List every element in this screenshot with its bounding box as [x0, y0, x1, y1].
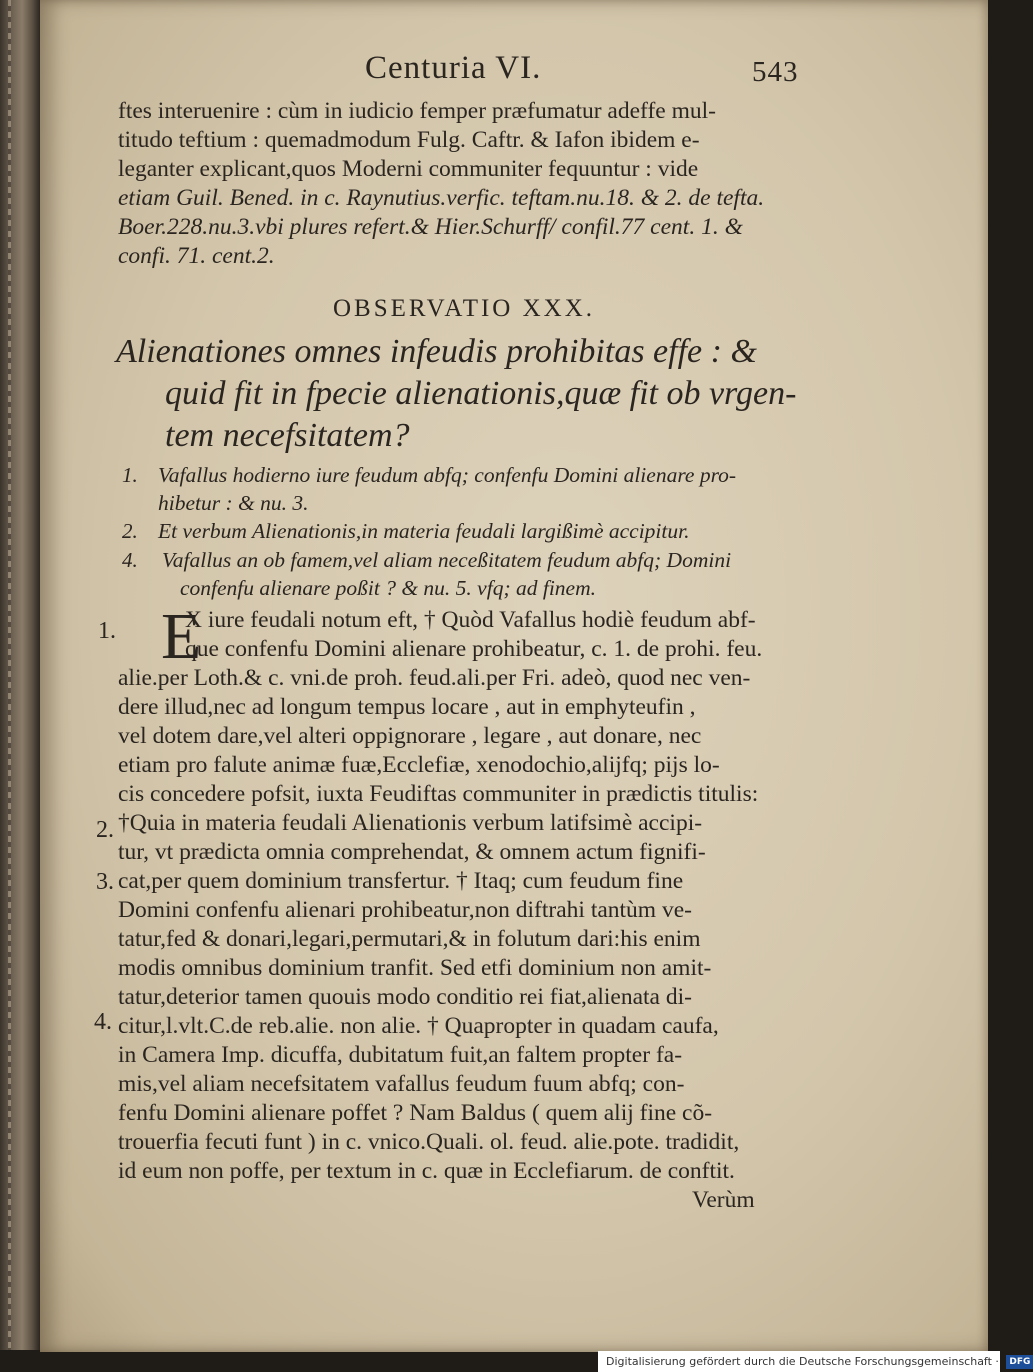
body-line: fenfu Domini alienare poffet ? Nam Baldus ( quem alij fine cõ-	[118, 1100, 713, 1126]
continuation-line: ftes interuenire : cùm in iudicio femper præfumatur adeffe mul-	[118, 98, 716, 124]
footer-text: Digitalisierung gefördert durch die Deutsche Forschungsgemeinschaft ·	[606, 1355, 999, 1368]
body-line: X iure feudali notum eft, † Quòd Vafallus hodiè feudum abf-	[185, 607, 756, 633]
body-line: etiam pro falute animæ fuæ,Ecclefiæ, xenodochio,alijfq; pijs lo-	[118, 752, 720, 778]
body-line: vel dotem dare,vel alteri oppignorare , legare , aut donare, nec	[118, 723, 702, 749]
book-spine-edge	[0, 0, 40, 1350]
body-line: tatur,deterior tamen quouis modo conditio rei fiat,alienata di-	[118, 984, 692, 1010]
margin-number: 3.	[96, 869, 114, 895]
running-title: Centuria VI.	[365, 50, 542, 86]
drop-cap: E	[161, 600, 202, 673]
body-line: que confenfu Domini alienare prohibeatur, c. 1. de prohi. feu.	[185, 636, 763, 662]
summary-number: 2.	[122, 519, 138, 543]
summary-line: hibetur : & nu. 3.	[158, 491, 309, 515]
body-line: citur,l.vlt.C.de reb.alie. non alie. † Quapropter in quadam caufa,	[118, 1013, 719, 1039]
body-line: †Quia in materia feudali Alienationis verbum latifsimè accipi-	[118, 810, 703, 836]
margin-number: 1.	[98, 618, 116, 644]
body-line: id eum non poffe, per textum in c. quæ in Ecclefiarum. de conftit.	[118, 1158, 735, 1184]
continuation-line: leganter explicant,quos Moderni communiter fequuntur : vide	[118, 156, 699, 182]
summary-line: confenfu alienare poßit ? & nu. 5. vfq; ad finem.	[180, 576, 596, 600]
margin-number: 4.	[94, 1009, 112, 1035]
body-line: mis,vel aliam necefsitatem vafallus feudum fuum abfq; con-	[118, 1071, 685, 1097]
body-line: alie.per Loth.& c. vni.de proh. feud.ali.per Fri. adeò, quod nec ven-	[118, 665, 751, 691]
continuation-line: confi. 71. cent.2.	[118, 243, 275, 269]
dfg-logo: DFG	[1006, 1355, 1033, 1369]
observatio-title-line: tem necefsitatem?	[165, 417, 410, 454]
summary-line: Vafallus an ob famem,vel aliam neceßitatem feudum abfq; Domini	[162, 548, 732, 572]
observatio-title-line: quid fit in fpecie alienationis,quæ fit ob vrgen-	[165, 375, 797, 412]
observatio-heading: OBSERVATIO XXX.	[333, 295, 596, 322]
catchword: Verùm	[692, 1187, 755, 1213]
book-page	[40, 0, 988, 1352]
body-line: Domini confenfu alienari prohibeatur,non diftrahi tantùm ve-	[118, 897, 692, 923]
body-line: cat,per quem dominium transfertur. † Itaq; cum feudum fine	[118, 868, 684, 894]
observatio-title-line: Alienationes omnes infeudis prohibitas effe : &	[116, 333, 757, 370]
digitization-footer	[598, 1351, 1031, 1372]
continuation-line: Boer.228.nu.3.vbi plures refert.& Hier.Schurff/ confil.77 cent. 1. &	[118, 214, 743, 240]
summary-number: 1.	[122, 463, 138, 487]
body-line: cis concedere pofsit, iuxta Feudiftas communiter in prædictis titulis:	[118, 781, 759, 807]
continuation-line: etiam Guil. Bened. in c. Raynutius.verfic. teftam.nu.18. & 2. de tefta.	[118, 185, 765, 211]
summary-line: Et verbum Alienationis,in materia feudali largißimè accipitur.	[158, 519, 690, 543]
body-line: trouerfia fecuti funt ) in c. vnico.Quali. ol. feud. alie.pote. tradidit,	[118, 1129, 740, 1155]
summary-line: Vafallus hodierno iure feudum abfq; confenfu Domini alienare pro-	[158, 463, 737, 487]
margin-number: 2.	[96, 817, 114, 843]
body-line: in Camera Imp. dicuffa, dubitatum fuit,an faltem propter fa-	[118, 1042, 683, 1068]
body-line: tur, vt prædicta omnia comprehendat, & omnem actum fignifi-	[118, 839, 706, 865]
summary-number: 4.	[122, 548, 138, 572]
body-line: tatur,fed & donari,legari,permutari,& in folutum dari:his enim	[118, 926, 701, 952]
continuation-line: titudo teftium : quemadmodum Fulg. Caftr. & Iafon ibidem e-	[118, 127, 700, 153]
page-number: 543	[752, 56, 799, 88]
body-line: modis omnibus dominium tranfit. Sed etfi dominium non amit-	[118, 955, 712, 981]
body-line: dere illud,nec ad longum tempus locare , aut in emphyteufin ,	[118, 694, 696, 720]
